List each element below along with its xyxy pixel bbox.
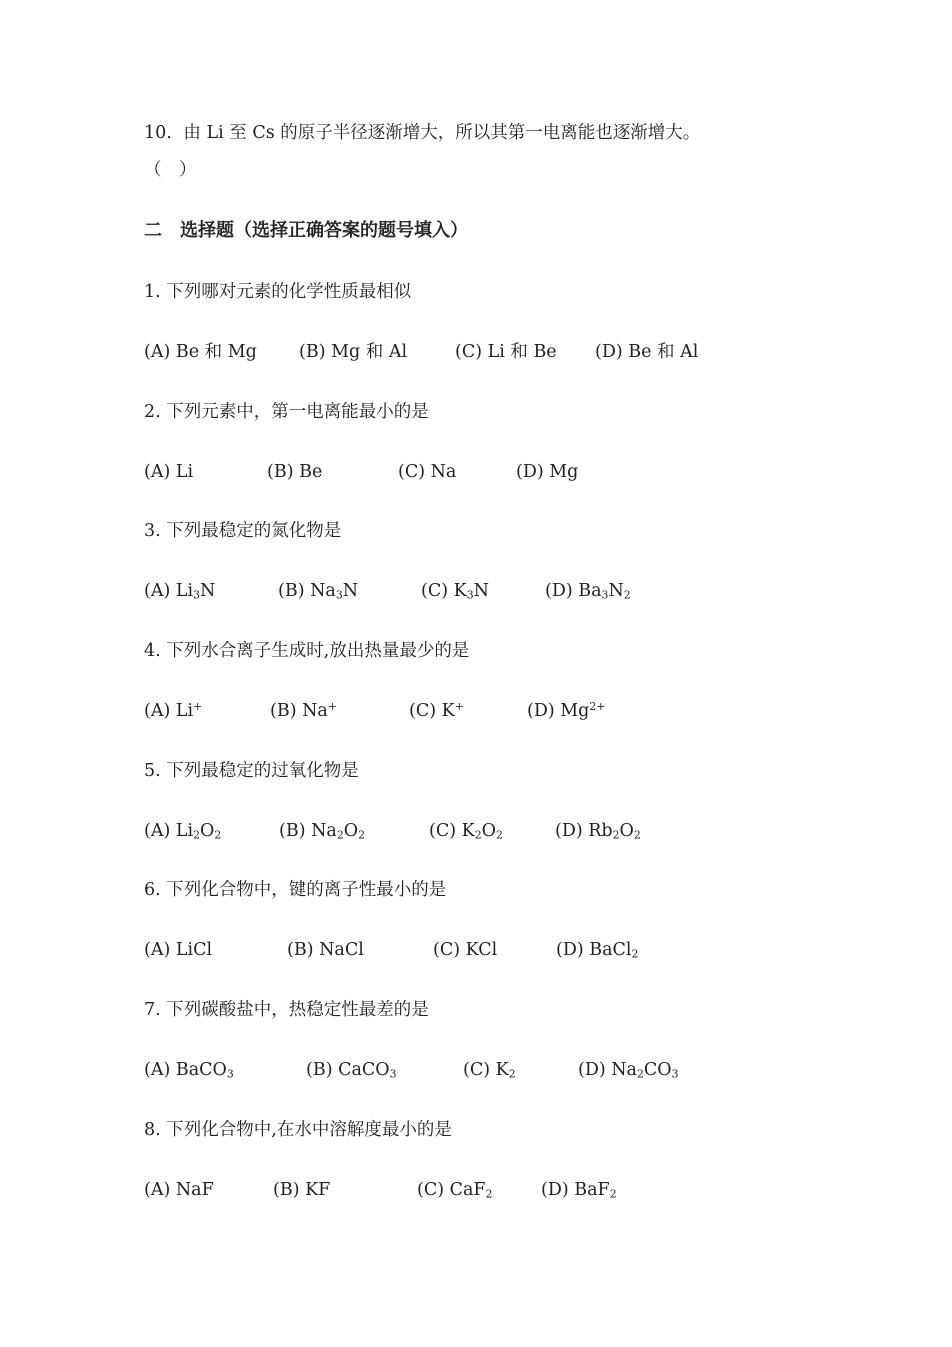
question-stem-6: 6. 下列化合物中，键的离子性最小的是 [144, 880, 447, 900]
option-text: (A) BaCO [144, 1060, 227, 1080]
subscript: 2 [633, 828, 641, 842]
option-c [455, 340, 557, 364]
option-text: (A) LiCl [144, 940, 213, 960]
option-text: (C) Li 和 Be [455, 342, 557, 362]
superscript: 2+ [589, 700, 606, 714]
option-a [144, 1178, 214, 1202]
option-text: (D) BaF [541, 1180, 610, 1200]
option-c [409, 699, 464, 723]
option-text: (A) NaF [144, 1180, 214, 1200]
section-title: 二 选择题（选择正确答案的题号填入） [144, 220, 468, 241]
subscript: 3 [671, 1067, 679, 1081]
subscript: 3 [193, 588, 200, 602]
superscript: + [193, 700, 203, 714]
option-c [417, 1178, 492, 1202]
option-text: (B) Mg 和 Al [299, 342, 408, 362]
question-stem-2: 2. 下列元素中，第一电离能最小的是 [144, 402, 429, 422]
option-text: (D) Ba [545, 581, 602, 601]
option-a [144, 699, 202, 723]
tf-question-number: 10. [144, 123, 172, 143]
option-text: (A) Li [144, 581, 194, 601]
subscript: 2 [631, 947, 639, 961]
option-b [273, 1178, 330, 1202]
option-a [144, 460, 193, 484]
option-text: (C) CaF [417, 1180, 486, 1200]
option-c [421, 579, 489, 603]
superscript: + [327, 700, 337, 714]
subscript: 2 [495, 828, 503, 842]
subscript: 2 [485, 1187, 493, 1201]
subscript: 2 [193, 828, 200, 842]
option-text: O [619, 821, 634, 841]
option-text: (A) Li [144, 462, 194, 482]
option-text: (D) BaCl [556, 940, 632, 960]
option-text: CO [643, 1060, 672, 1080]
option-b [299, 340, 407, 364]
option-text: (A) Li [144, 701, 194, 721]
question-stem-7: 7. 下列碳酸盐中，热稳定性最差的是 [144, 1000, 429, 1020]
question-stem-5: 5. 下列最稳定的过氧化物是 [144, 761, 359, 781]
subscript: 2 [358, 828, 365, 842]
option-a [144, 1058, 234, 1082]
option-b [270, 699, 337, 723]
superscript: + [454, 700, 464, 714]
option-text: O [199, 821, 215, 841]
option-text: (C) K [421, 581, 467, 601]
option-text: (B) Na [278, 581, 336, 601]
option-b [279, 819, 365, 843]
option-c [429, 819, 503, 843]
option-d [541, 1178, 617, 1202]
subscript: 2 [214, 828, 222, 842]
option-d [545, 579, 631, 603]
option-d [555, 819, 641, 843]
option-text: (C) K [429, 821, 475, 841]
option-b [278, 579, 358, 603]
subscript: 2 [474, 828, 482, 842]
option-text: (D) Mg [527, 701, 590, 721]
option-c [398, 460, 456, 484]
option-text: (A) Li [144, 821, 194, 841]
option-a [144, 579, 215, 603]
option-text: (D) Rb [555, 821, 613, 841]
option-text: (B) Na [270, 701, 328, 721]
subscript: 2 [336, 828, 344, 842]
option-text: (B) Na [279, 821, 337, 841]
option-text: (B) NaCl [287, 940, 364, 960]
option-text: O [343, 821, 359, 841]
option-text: (C) K [409, 701, 455, 721]
option-d [516, 460, 578, 484]
option-text: (D) Be 和 Al [595, 342, 699, 362]
question-stem-4: 4. 下列水合离子生成时,放出热量最少的是 [144, 641, 470, 661]
subscript: 2 [637, 1067, 644, 1081]
option-b [287, 938, 364, 962]
option-d [556, 938, 638, 962]
option-text: (D) Na [578, 1060, 637, 1080]
subscript: 3 [466, 588, 474, 602]
subscript: 3 [389, 1067, 397, 1081]
subscript: 3 [335, 588, 343, 602]
option-text: (B) KF [273, 1180, 331, 1200]
tf-question-text: 由 Li 至 Cs 的原子半径逐渐增大，所以其第一电离能也逐渐增大。 [183, 123, 701, 143]
subscript: 2 [508, 1067, 516, 1081]
option-text: (C) K [463, 1060, 509, 1080]
option-text: (A) Be 和 Mg [144, 342, 257, 362]
option-a [144, 819, 221, 843]
option-d [578, 1058, 679, 1082]
answer-blank: （ ） [144, 160, 197, 180]
option-d [527, 699, 605, 723]
option-text: (C) Na [398, 462, 457, 482]
option-text: N [608, 581, 624, 601]
option-c [433, 938, 497, 962]
option-text: N [473, 581, 489, 601]
option-text: (C) KCl [433, 940, 498, 960]
option-d [595, 340, 698, 364]
subscript: 2 [609, 1187, 617, 1201]
option-text: N [342, 581, 359, 601]
subscript: 3 [601, 588, 609, 602]
option-b [267, 460, 322, 484]
question-stem-8: 8. 下列化合物中,在水中溶解度最小的是 [144, 1120, 452, 1140]
option-text: (D) Mg [516, 462, 579, 482]
subscript: 2 [612, 828, 620, 842]
question-stem-3: 3. 下列最稳定的氮化物是 [144, 521, 342, 541]
question-stem-1: 1. 下列哪对元素的化学性质最相似 [144, 282, 412, 302]
option-text: N [199, 581, 216, 601]
option-text: O [481, 821, 496, 841]
subscript: 3 [226, 1067, 234, 1081]
option-text: (B) CaCO [306, 1060, 390, 1080]
option-b [306, 1058, 397, 1082]
option-text: (B) Be [267, 462, 323, 482]
option-c [463, 1058, 516, 1082]
subscript: 2 [623, 588, 631, 602]
option-a [144, 938, 212, 962]
option-a [144, 340, 257, 364]
tf-question-10 [144, 121, 700, 145]
